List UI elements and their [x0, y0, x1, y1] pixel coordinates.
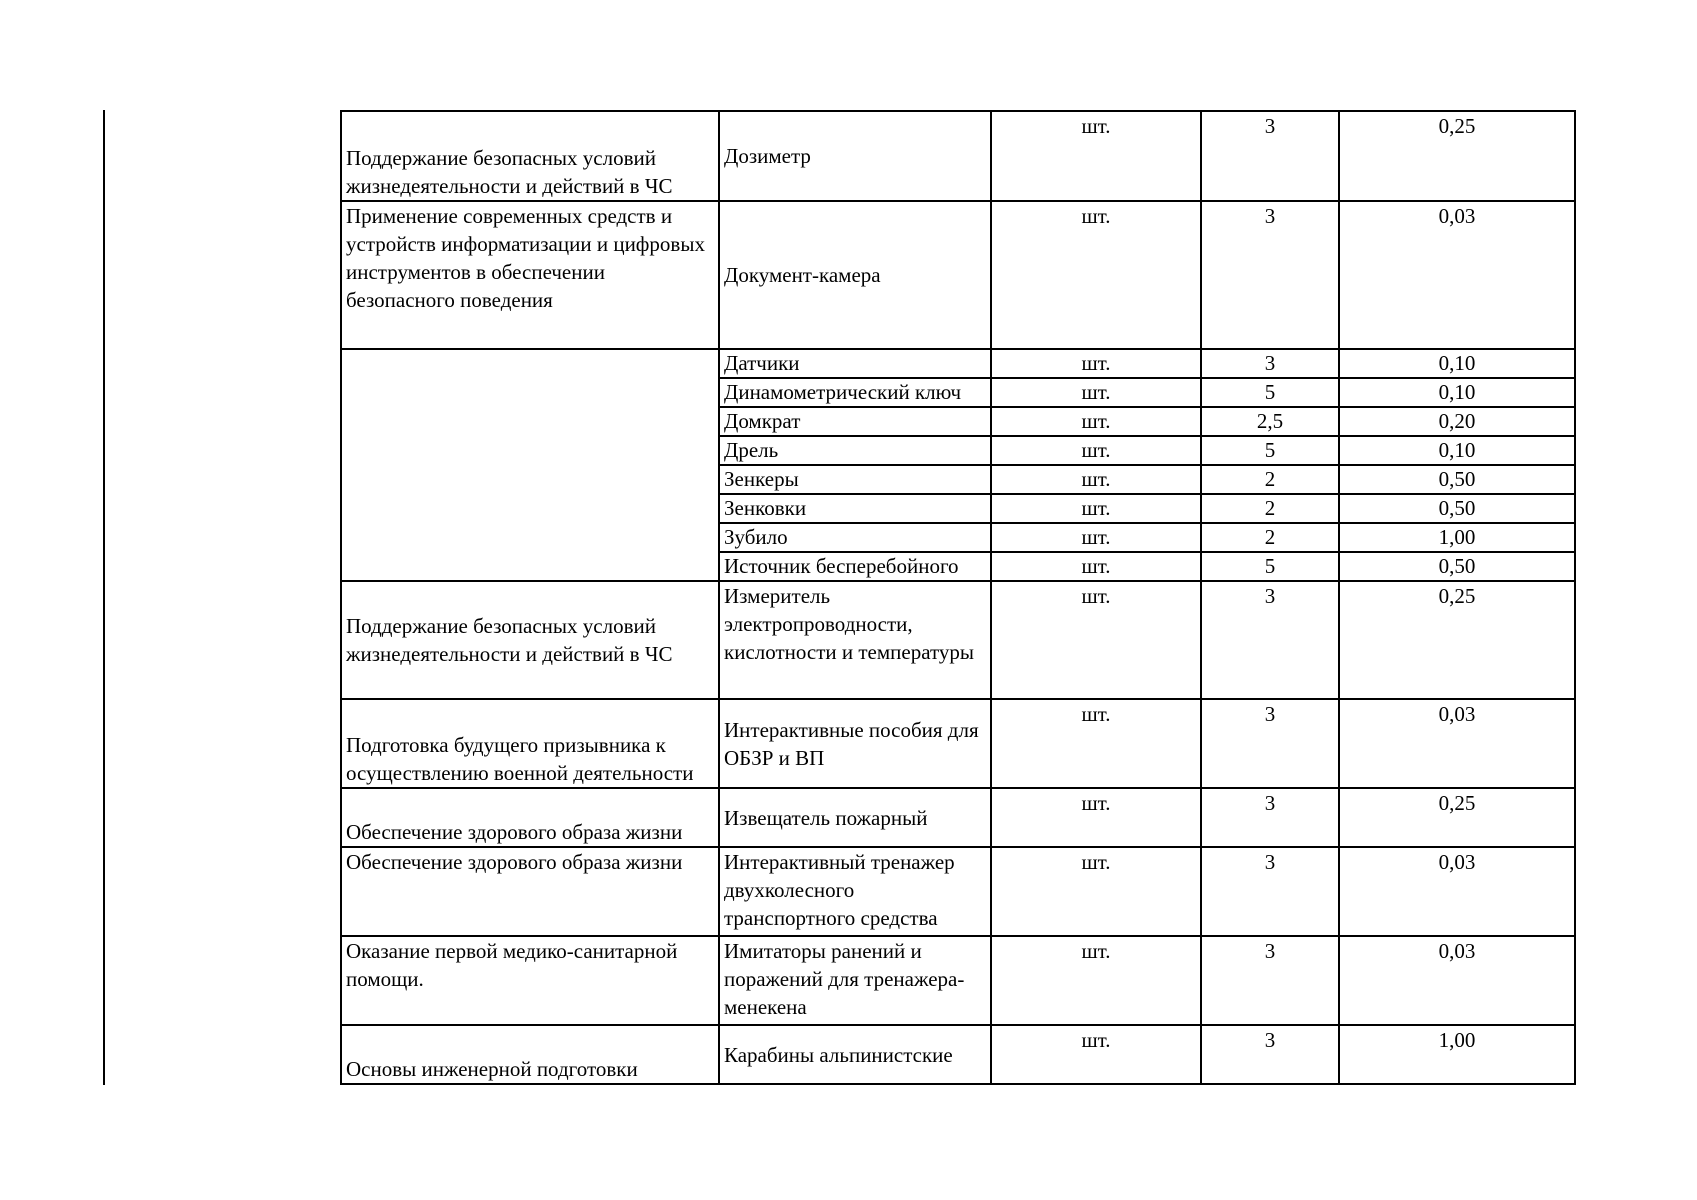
- unit-cell: шт.: [991, 552, 1201, 581]
- quantity-cell: 3: [1201, 349, 1339, 378]
- unit-cell: шт.: [991, 465, 1201, 494]
- coefficient-cell: 0,03: [1339, 847, 1575, 936]
- table-row: [341, 111, 1575, 201]
- item-name-cell: Источник бесперебойного: [719, 552, 991, 581]
- unit-cell: шт.: [991, 349, 1201, 378]
- item-name-cell: Динамометрический ключ: [719, 378, 991, 407]
- item-name-cell: Дрель: [719, 436, 991, 465]
- coefficient-cell: 0,25: [1339, 788, 1575, 847]
- quantity-cell: 5: [1201, 436, 1339, 465]
- table-row: [341, 1025, 1575, 1084]
- unit-cell: шт.: [991, 201, 1201, 349]
- quantity-cell: 3: [1201, 847, 1339, 936]
- item-name-cell: Датчики: [719, 349, 991, 378]
- table-row: [341, 699, 1575, 788]
- coefficient-cell: 1,00: [1339, 523, 1575, 552]
- coefficient-cell: 0,50: [1339, 494, 1575, 523]
- table-row: [341, 847, 1575, 936]
- unit-cell: шт.: [991, 1025, 1201, 1084]
- coefficient-cell: 0,50: [1339, 552, 1575, 581]
- item-name-cell: Извещатель пожарный: [719, 788, 991, 847]
- coefficient-cell: 0,03: [1339, 699, 1575, 788]
- equipment-table: [340, 110, 1576, 1085]
- section-cell: Основы инженерной подготовки: [341, 1025, 719, 1084]
- section-cell: Поддержание безопасных условий жизнедеятельности и действий в ЧС: [341, 581, 719, 699]
- item-name-cell: Имитаторы ранений и поражений для тренажера-менекена: [719, 936, 991, 1025]
- page-margin-line: [103, 110, 105, 1085]
- quantity-cell: 3: [1201, 581, 1339, 699]
- unit-cell: шт.: [991, 111, 1201, 201]
- unit-cell: шт.: [991, 788, 1201, 847]
- table-row: [341, 788, 1575, 847]
- item-name-cell: Зубило: [719, 523, 991, 552]
- quantity-cell: 3: [1201, 699, 1339, 788]
- coefficient-cell: 1,00: [1339, 1025, 1575, 1084]
- coefficient-cell: 0,03: [1339, 201, 1575, 349]
- unit-cell: шт.: [991, 699, 1201, 788]
- coefficient-cell: 0,50: [1339, 465, 1575, 494]
- unit-cell: шт.: [991, 581, 1201, 699]
- unit-cell: шт.: [991, 407, 1201, 436]
- unit-cell: шт.: [991, 847, 1201, 936]
- coefficient-cell: 0,20: [1339, 407, 1575, 436]
- quantity-cell: 3: [1201, 111, 1339, 201]
- unit-cell: шт.: [991, 936, 1201, 1025]
- section-cell: Обеспечение здорового образа жизни: [341, 847, 719, 936]
- coefficient-cell: 0,25: [1339, 581, 1575, 699]
- table-row: [341, 581, 1575, 699]
- quantity-cell: 2: [1201, 465, 1339, 494]
- item-name-cell: Карабины альпинистские: [719, 1025, 991, 1084]
- unit-cell: шт.: [991, 523, 1201, 552]
- item-name-cell: Зенковки: [719, 494, 991, 523]
- coefficient-cell: 0,10: [1339, 378, 1575, 407]
- quantity-cell: 5: [1201, 552, 1339, 581]
- quantity-cell: 2: [1201, 494, 1339, 523]
- unit-cell: шт.: [991, 378, 1201, 407]
- item-name-cell: Интерактивные пособия для ОБЗР и ВП: [719, 699, 991, 788]
- table-row: [341, 936, 1575, 1025]
- item-name-cell: Дозиметр: [719, 111, 991, 201]
- coefficient-cell: 0,10: [1339, 349, 1575, 378]
- item-name-cell: Измеритель электропроводности, кислотности и температуры: [719, 581, 991, 699]
- section-cell: Обеспечение здорового образа жизни: [341, 788, 719, 847]
- quantity-cell: 3: [1201, 788, 1339, 847]
- item-name-cell: Домкрат: [719, 407, 991, 436]
- table-row: [341, 349, 1575, 378]
- section-cell: Оказание первой медико-санитарной помощи.: [341, 936, 719, 1025]
- quantity-cell: 2,5: [1201, 407, 1339, 436]
- quantity-cell: 3: [1201, 1025, 1339, 1084]
- coefficient-cell: 0,25: [1339, 111, 1575, 201]
- unit-cell: шт.: [991, 494, 1201, 523]
- item-name-cell: Зенкеры: [719, 465, 991, 494]
- coefficient-cell: 0,10: [1339, 436, 1575, 465]
- unit-cell: шт.: [991, 436, 1201, 465]
- quantity-cell: 5: [1201, 378, 1339, 407]
- section-cell: Применение современных средств и устройств информатизации и цифровых инструментов в обеспечении безопасного поведения: [341, 201, 719, 349]
- quantity-cell: 3: [1201, 936, 1339, 1025]
- section-cell-empty: [341, 349, 719, 581]
- item-name-cell: Интерактивный тренажер двухколесного транспортного средства: [719, 847, 991, 936]
- section-cell: Поддержание безопасных условий жизнедеятельности и действий в ЧС: [341, 111, 719, 201]
- table-row: [341, 201, 1575, 349]
- quantity-cell: 3: [1201, 201, 1339, 349]
- quantity-cell: 2: [1201, 523, 1339, 552]
- coefficient-cell: 0,03: [1339, 936, 1575, 1025]
- item-name-cell: Документ-камера: [719, 201, 991, 349]
- section-cell: Подготовка будущего призывника к осуществлению военной деятельности: [341, 699, 719, 788]
